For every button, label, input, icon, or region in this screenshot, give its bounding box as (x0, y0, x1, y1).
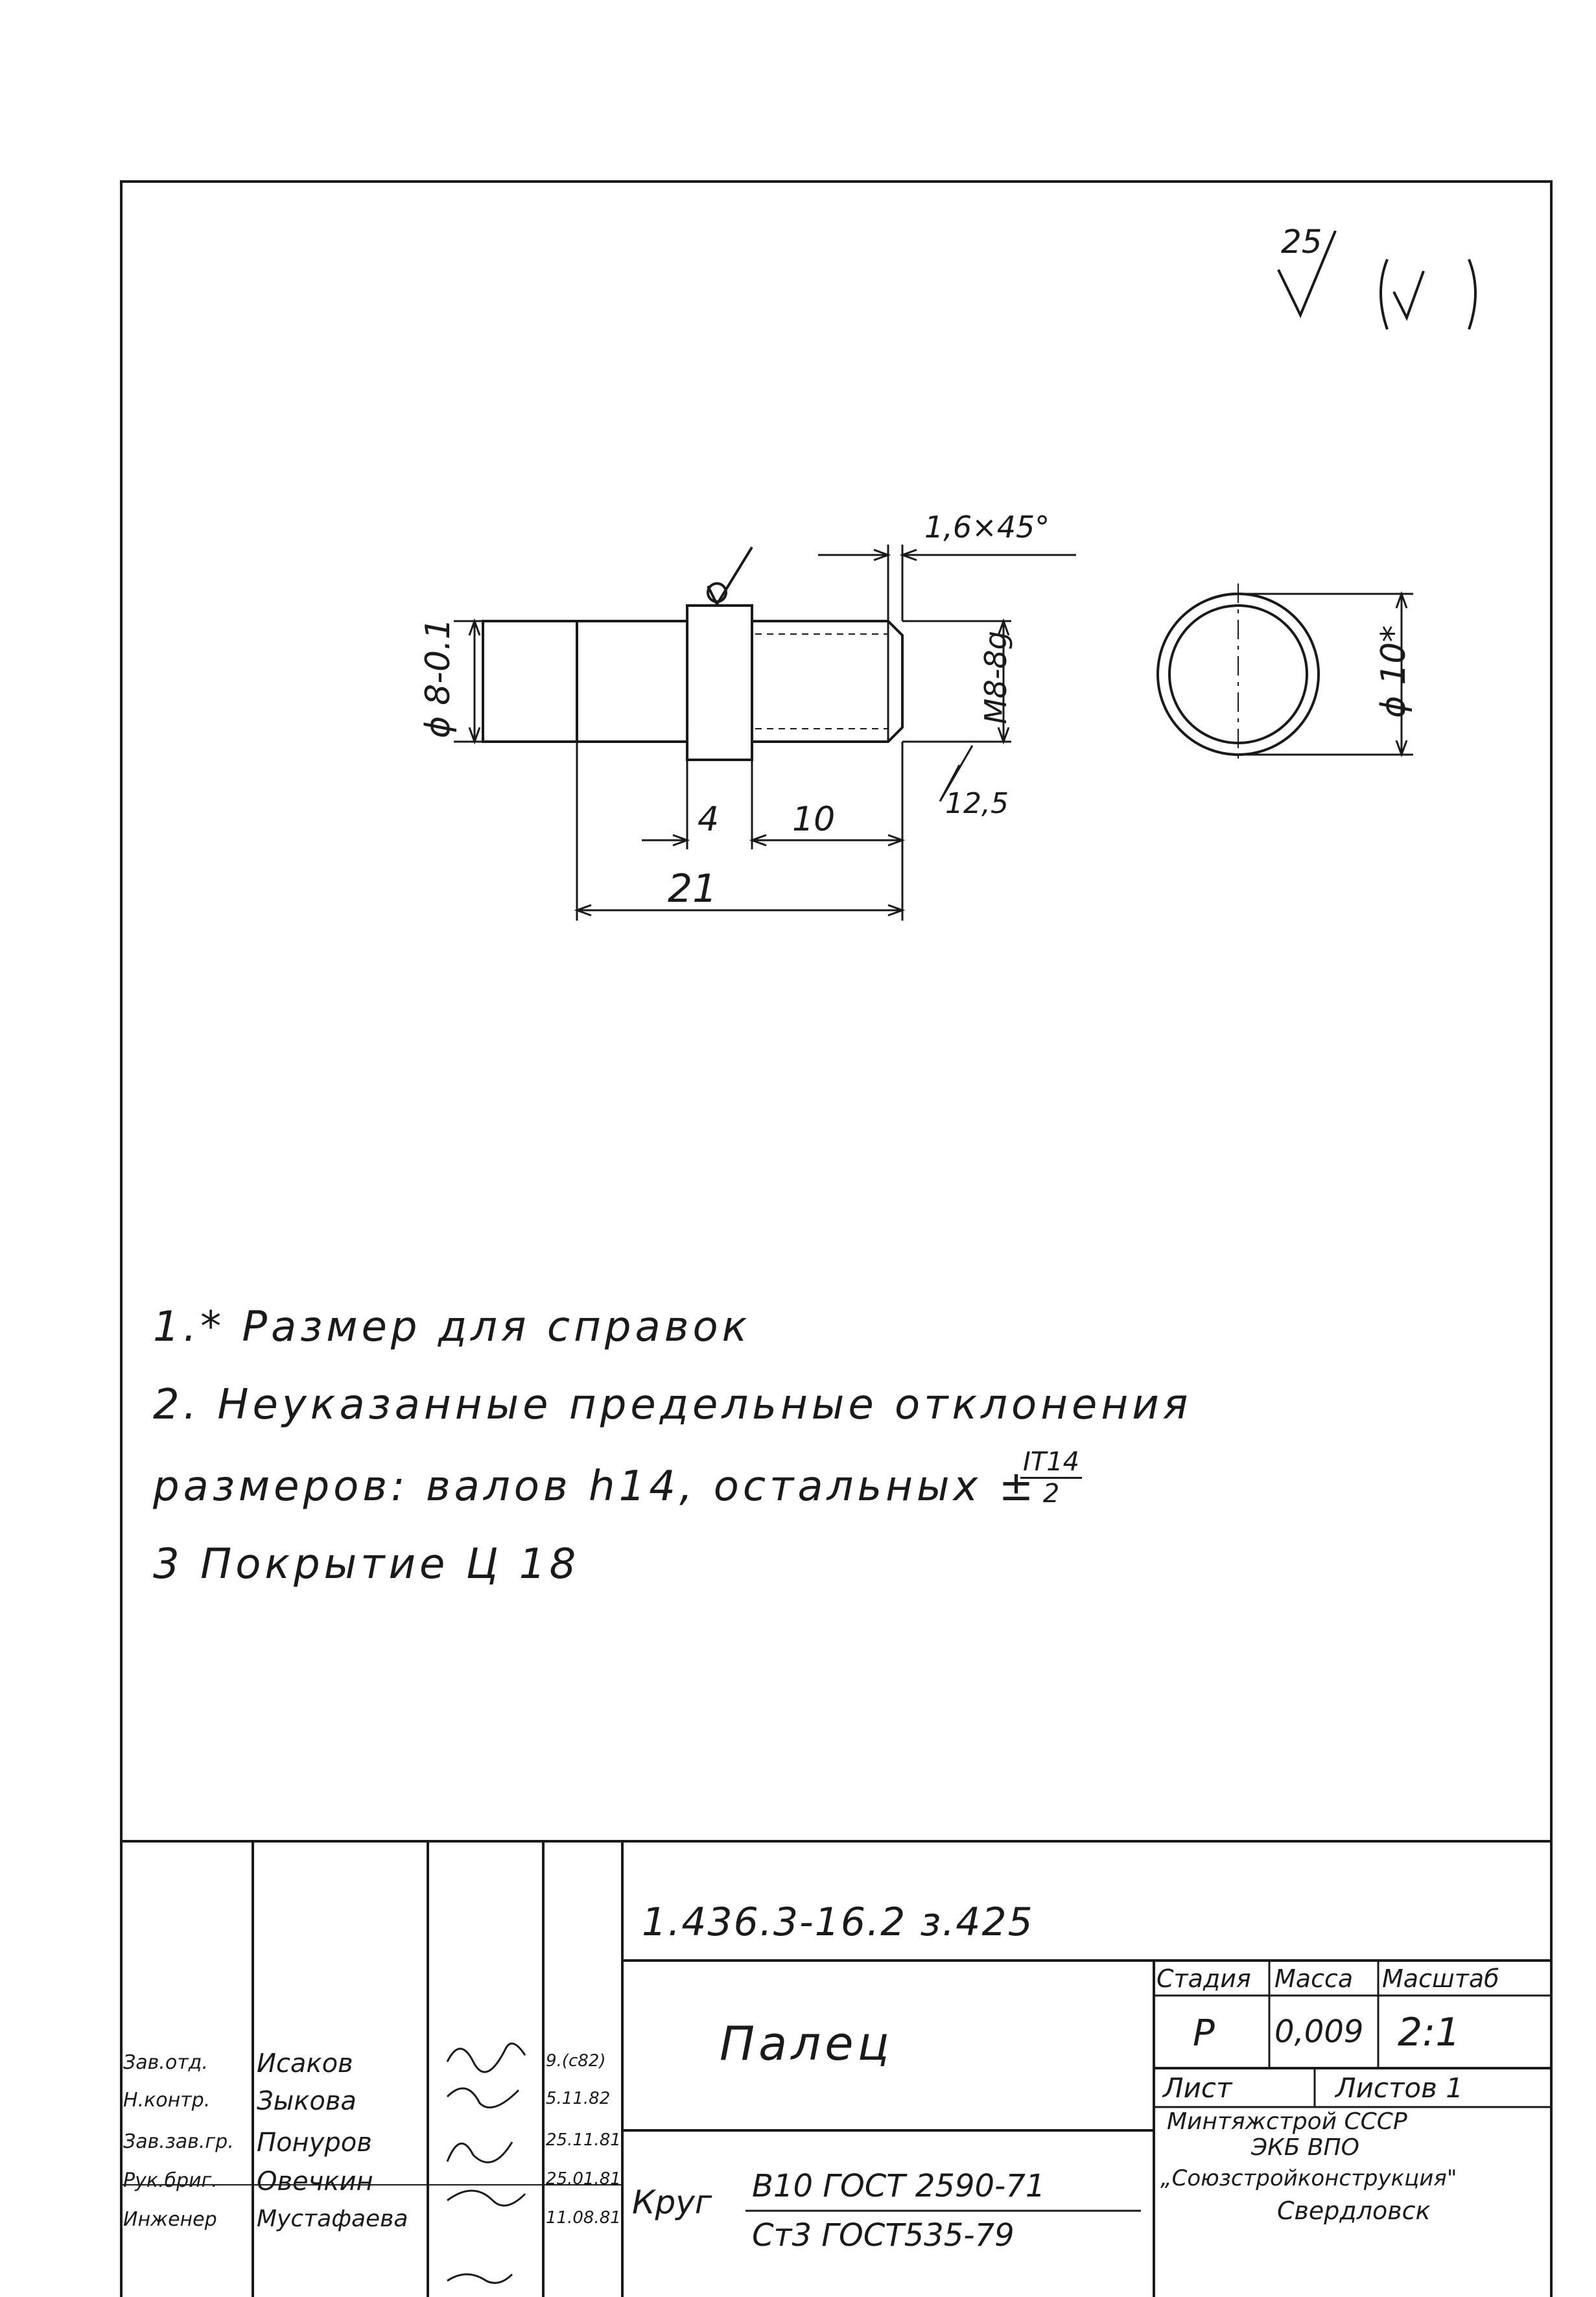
chamfer-dimension: 1,6×45° (924, 510, 1050, 545)
scale-header: Масштаб (1382, 1964, 1499, 1993)
signature-name: Понуров (257, 2128, 372, 2158)
material-prefix: Круг (632, 2184, 712, 2221)
signature-date: 11.08.81 (546, 2208, 621, 2228)
signature-name: Зыкова (257, 2086, 357, 2116)
tolerance-denominator: 2 (1042, 1479, 1060, 1509)
thread-dimension: M8-8g (978, 630, 1013, 725)
signature-role: Зав.отд. (123, 2051, 208, 2074)
material-top: В10 ГОСТ 2590-71 (752, 2168, 1046, 2204)
signature-role: Инженер (123, 2208, 217, 2231)
thread-length-dimension: 10 (792, 800, 836, 839)
shaft-diameter-dimension: ϕ 8-0.1 (419, 618, 458, 738)
stage-header: Стадия (1156, 1964, 1251, 1993)
signature-name: Мустафаева (257, 2206, 408, 2232)
general-roughness-value: 25 (1281, 223, 1322, 261)
signature-role: Зав.зав.гр. (123, 2130, 234, 2153)
signature-date: 9.(с82) (546, 2051, 606, 2071)
collar-section (687, 606, 752, 760)
sheet-label: Лист (1163, 2072, 1232, 2104)
organization-line-3: „Союзстройконструкция" (1160, 2165, 1457, 2191)
note-2: 2. Неуказанные предельные отклонения (153, 1381, 1192, 1429)
signature-role: Н.контр. (123, 2089, 211, 2112)
signature-date: 5.11.82 (546, 2089, 611, 2108)
signature-name: Овечкин (257, 2167, 373, 2197)
organization-line-2: ЭКБ ВПО (1251, 2134, 1359, 2161)
mass-value: 0,009 (1274, 2014, 1364, 2050)
note-1: 1.* Размер для справок (153, 1303, 751, 1351)
signature-date: 25.11.81 (546, 2130, 621, 2150)
signature-role: Рук.бриг. (123, 2169, 218, 2192)
tolerance-fraction (1020, 1447, 1082, 1509)
signature-name: Исаков (257, 2049, 353, 2079)
organization-line-4: Свердловск (1277, 2197, 1431, 2225)
threaded-section (752, 621, 902, 742)
mass-header: Масса (1274, 1964, 1354, 1993)
collar-diameter-dimension: ϕ 10* (1374, 625, 1413, 718)
signature-date: 25.01.81 (546, 2169, 621, 2189)
stage-value: Р (1193, 2012, 1215, 2055)
total-length-dimension: 21 (668, 866, 718, 912)
note-2-continued: размеров: валов h14, остальных ± (153, 1463, 1038, 1511)
document-number: 1.436.3-16.2 з.425 (642, 1900, 1034, 1945)
note-3: 3 Покрытие Ц 18 (153, 1540, 580, 1588)
surface-roughness-value: 12,5 (945, 787, 1009, 820)
shaft-section (483, 621, 687, 742)
pin-side-view (483, 547, 902, 760)
collar-width-dimension: 4 (698, 800, 720, 839)
organization-line-1: Минтяжстрой СССР (1167, 2108, 1407, 2135)
part-name: Палец (720, 2016, 893, 2071)
tolerance-numerator: IT14 (1020, 1447, 1082, 1479)
material-bottom: Ст3 ГОСТ535-79 (752, 2217, 1015, 2254)
sheets-label: Листов 1 (1335, 2072, 1463, 2104)
scale-value: 2:1 (1398, 2010, 1461, 2055)
handwritten-signatures (447, 2044, 525, 2283)
